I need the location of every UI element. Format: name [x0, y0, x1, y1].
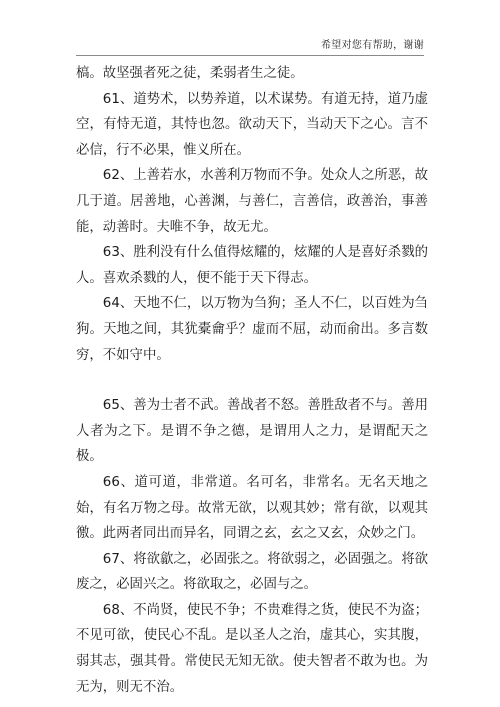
document-body: [76, 61, 428, 700]
header-note: 希望对您有帮助，谢谢: [321, 40, 424, 51]
header-divider: [76, 55, 424, 56]
paragraph-continuation: 槁。故坚强者死之徒，柔弱者生之徒。: [76, 66, 304, 81]
paragraph-68: 68、不尚贤，使民不争；不贵难得之货，使民不为盗；不见可欲，使民心不乱。是以圣人之治，虚其心，实其腹，弱其志，强其骨。常使民无知无欲。使夫智者不敢为也。为无为，则无不治。: [76, 602, 428, 695]
paragraph-61: 61、道势术，以势养道，以术谋势。有道无持，道乃虚空，有恃无道，其恃也忽。欲动天下，当动天下之心。言不必信，行不必果，惟义所在。: [76, 91, 428, 158]
paragraph-62: 62、上善若水，水善利万物而不争。处众人之所恶，故几于道。居善地，心善渊，与善仁，言善信，政善治，事善能，动善时。夫唯不争，故无尤。: [76, 168, 428, 235]
paragraph-64: 64、天地不仁，以万物为刍狗；圣人不仁，以百姓为刍狗。天地之间，其犹橐龠乎？虚而不屈，动而俞出。多言数穷，不如守中。: [76, 296, 428, 363]
paragraph-67: 67、将欲歙之，必固张之。将欲弱之，必固强之。将欲废之，必固兴之。将欲取之，必固与之。: [76, 551, 428, 593]
paragraph-63: 63、胜利没有什么值得炫耀的，炫耀的人是喜好杀戮的人。喜欢杀戮的人，便不能于天下得志。: [76, 245, 428, 286]
paragraph-65: 65、善为士者不武。善战者不怒。善胜敌者不与。善用人者为之下。是谓不争之德，是谓用人之力，是谓配天之极。: [76, 398, 428, 465]
paragraph-66: 66、道可道，非常道。名可名，非常名。无名天地之始，有名万物之母。故常无欲，以观其妙；常有欲，以观其徼。此两者同出而异名，同谓之玄，玄之又玄，众妙之门。: [76, 474, 428, 542]
blank-line: [76, 368, 428, 393]
